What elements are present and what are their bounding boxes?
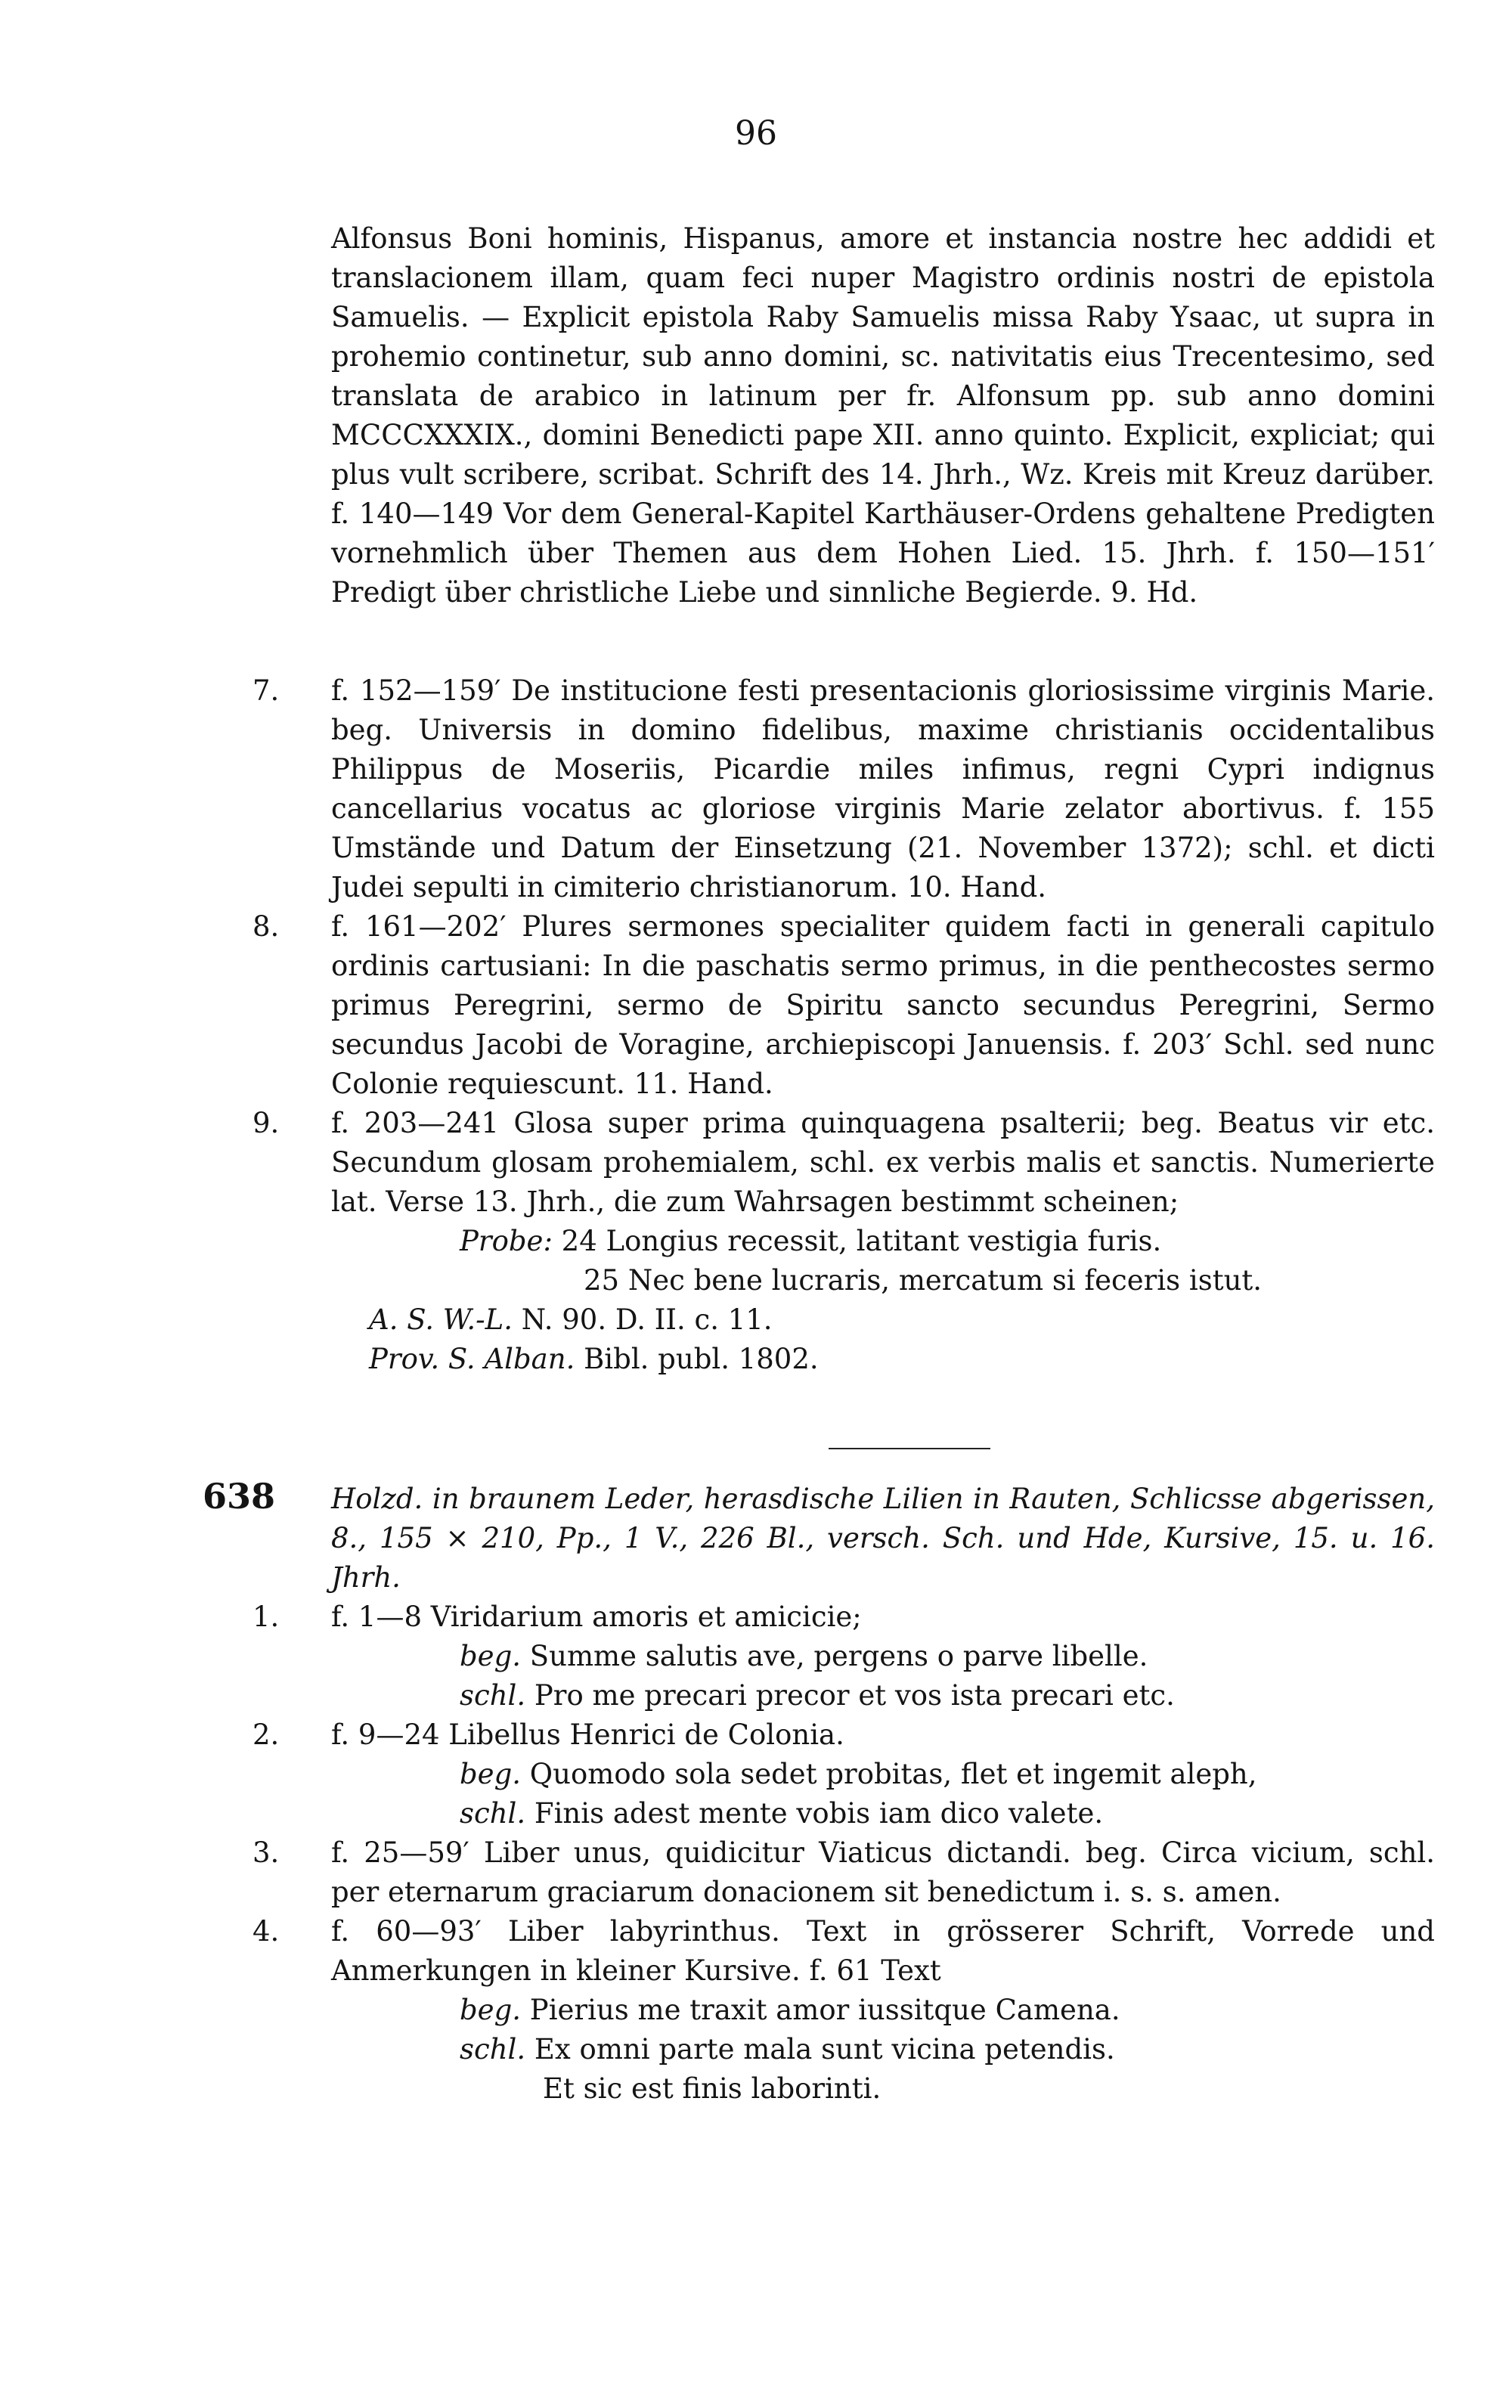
entry-number: 8. (253, 910, 280, 943)
line-label: schl. (460, 1797, 526, 1830)
probe-label: Probe: (460, 1225, 553, 1257)
list-item (253, 907, 1435, 1104)
entry-number: 7. (253, 674, 280, 707)
line-label: beg. (460, 1758, 522, 1790)
entry-number: 4. (253, 1915, 280, 1948)
page-number: 96 (735, 114, 777, 153)
list-item (253, 1715, 1435, 1833)
probe-line (331, 1222, 1435, 1261)
provenance-label: Prov. S. Alban. (369, 1343, 575, 1375)
entry-number: 1. (253, 1601, 280, 1633)
line-text: Pro me precari precor et vos ista precari etc. (534, 1679, 1175, 1712)
line-label: schl. (460, 1679, 526, 1712)
entry-list (253, 671, 1435, 1379)
line-text: Quomodo sola sedet probitas, flet et ingemit aleph, (529, 1758, 1257, 1790)
entry-number: 3. (253, 1836, 280, 1869)
list-item (253, 1598, 1435, 1715)
list-item (253, 1912, 1435, 2109)
entry-line (331, 1794, 1435, 1833)
list-item (253, 671, 1435, 907)
entry-head: f. 9—24 Libellus Henrici de Colonia. (331, 1718, 844, 1751)
line-text: Summe salutis ave, pergens o parve libelle. (529, 1640, 1148, 1672)
entry-head: f. 1—8 Viridarium amoris et amicicie; (331, 1601, 862, 1633)
entry-head: f. 60—93′ Liber labyrinthus. Text in grösserer Schrift, Vorrede und Anmerkungen in kleiner Kursive. f. 61 Text (331, 1915, 1435, 1987)
entry-text: f. 152—159′ De institucione festi presentacionis gloriosissime virginis Marie. beg. Universis in domino fidelibus, maxime christianis occidentalibus Philippus de Moseriis, Picardie miles infimus, regni Cypri indignus cancellarius vocatus ac gloriose virginis Marie zelator abortivus. f. 155 Umstände und Datum der Einsetzung (21. November 1372); schl. et dicti Judei sepulti in cimiterio christianorum. 10. Hand. (331, 674, 1435, 903)
entry-line (331, 1637, 1435, 1676)
manuscript-description (331, 1480, 1435, 1598)
intro-paragraph (331, 219, 1435, 612)
manuscript-entries (253, 1598, 1435, 2109)
section-divider (829, 1448, 990, 1449)
probe-verse-1: 24 Longius recessit, latitant vestigia furis. (561, 1225, 1162, 1257)
line-text: Ex omni parte mala sunt vicina petendis. (534, 2033, 1115, 2066)
signature-label: A. S. W.-L. (369, 1303, 513, 1336)
line-text: Pierius me traxit amor iussitque Camena. (529, 1994, 1120, 2026)
signature-value: N. 90. D. II. c. 11. (521, 1303, 773, 1336)
list-item (253, 1104, 1435, 1222)
intro-text: Alfonsus Boni hominis, Hispanus, amore et instancia nostre hec addidi et translacionem illam, quam feci nuper Magistro ordinis nostri de epistola Samuelis. — Explicit epistola Raby Samuelis missa Raby Ysaac, ut supra in prohemio continetur, sub anno domini, sc. nativitatis eius Trecentesimo, sed translata de arabico in latinum per fr. Alfonsum pp. sub anno domini MCCCXXXIX., domini Benedicti pape XII. anno quinto. Explicit, expliciat; qui plus vult scribere, scribat. Schrift des 14. Jhrh., Wz. Kreis mit Kreuz darüber. f. 140—149 Vor dem General-Kapitel Karthäuser-Ordens gehaltene Predigten vornehmlich über Themen aus dem Hohen Lied. 15. Jhrh. f. 150—151′ Predigt über christliche Liebe und sinnliche Begierde. 9. Hd. (331, 222, 1435, 609)
entry-closing: Et sic est finis laborinti. (543, 2072, 881, 2105)
entry-line (331, 1991, 1435, 2030)
line-text: Finis adest mente vobis iam dico valete. (534, 1797, 1104, 1830)
manuscript-description-text: Holzd. in braunem Leder, herasdische Lilien in Rauten, Schlicsse abgerissen, 8., 155 × 210, Pp., 1 V., 226 Bl., versch. Sch. und Hde, Kursive, 15. u. 16. Jhrh. (331, 1483, 1435, 1594)
entry-number: 2. (253, 1718, 280, 1751)
entry-line (331, 1676, 1435, 1715)
provenance-line (331, 1340, 1435, 1379)
entry-text: f. 161—202′ Plures sermones specialiter quidem facti in generali capitulo ordinis cartusiani: In die paschatis sermo primus, in die penthecostes sermo primus Peregrini, sermo de Spiritu sancto secundus Peregrini, Sermo secundus Jacobi de Voragine, archiepiscopi Januensis. f. 203′ Schl. sed nunc Colonie requiescunt. 11. Hand. (331, 910, 1435, 1100)
signature-line (331, 1300, 1435, 1340)
probe-verse-2: 25 Nec bene lucraris, mercatum si feceris istut. (584, 1264, 1263, 1297)
entry-line (331, 2030, 1435, 2069)
entry-text: f. 203—241 Glosa super prima quinquagena psalterii; beg. Beatus vir etc. Secundum glosam prohemialem, schl. ex verbis malis et sanctis. Numerierte lat. Verse 13. Jhrh., die zum Wahrsagen bestimmt scheinen; (331, 1107, 1435, 1218)
provenance-value: Bibl. publ. 1802. (584, 1343, 819, 1375)
line-label: beg. (460, 1994, 522, 2026)
entry-number: 9. (253, 1107, 280, 1139)
entry-line (331, 1755, 1435, 1794)
manuscript-number: 638 (203, 1476, 276, 1517)
line-label: beg. (460, 1640, 522, 1672)
line-label: schl. (460, 2033, 526, 2066)
list-item (253, 1833, 1435, 1912)
entry-head: f. 25—59′ Liber unus, quidicitur Viaticus dictandi. beg. Circa vicium, schl. per eternarum graciarum donacionem sit benedictum i. s. s. amen. (331, 1836, 1435, 1908)
